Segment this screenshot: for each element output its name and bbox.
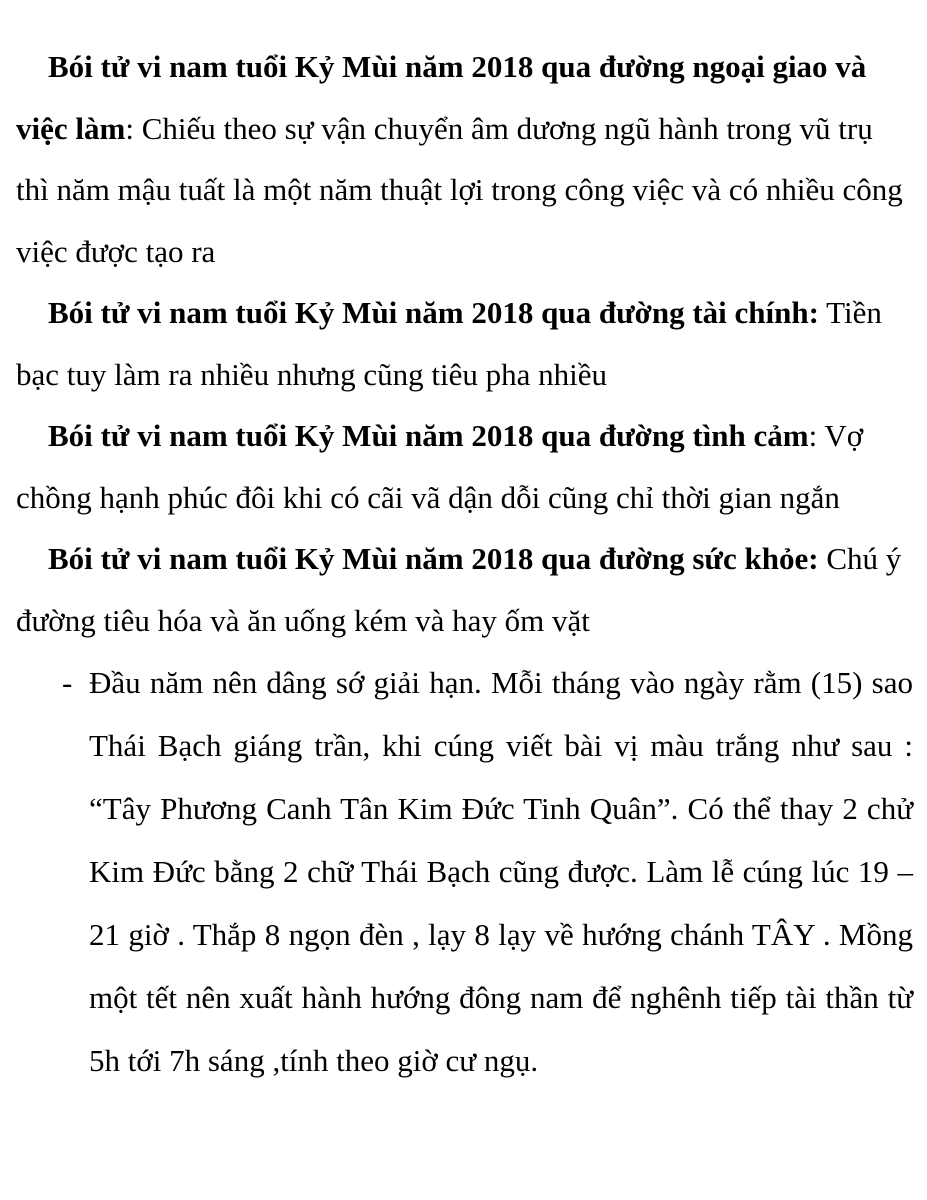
section-heading: Bói tử vi nam tuổi Kỷ Mùi năm 2018 qua đường tài chính:	[48, 295, 819, 330]
section-body: Chú ý đường tiêu hóa và ăn uống kém và hay ốm vặt	[16, 541, 902, 638]
section-separator: :	[125, 110, 134, 146]
section-finance	[16, 282, 913, 405]
section-body: Tiền bạc tuy làm ra nhiều nhưng cũng tiêu pha nhiều	[16, 295, 882, 392]
section-body: Chiếu theo sự vận chuyển âm dương ngũ hành trong vũ trụ thì năm mậu tuất là một năm thuật lợi trong công việc và có nhiều công việc được tạo ra	[16, 110, 903, 269]
section-work	[16, 36, 913, 282]
section-separator: :	[808, 418, 818, 453]
section-body: Vợ chồng hạnh phúc đôi khi có cãi vã dận dỗi cũng chỉ thời gian ngắn	[16, 418, 864, 515]
section-heading: Bói tử vi nam tuổi Kỷ Mùi năm 2018 qua đường ngoại giao và việc làm	[16, 49, 867, 146]
bullet-marker: -	[62, 665, 73, 700]
section-heading: Bói tử vi nam tuổi Kỷ Mùi năm 2018 qua đường tình cảm	[48, 418, 809, 453]
bullet-text: Đầu năm nên dâng sớ giải hạn. Mỗi tháng vào ngày rằm (15) sao Thái Bạch giáng trần, khi cúng viết bài vị màu trắng như sau : “Tây Phương Canh Tân Kim Đức Tinh Quân”. Có thể thay 2 chử Kim Đức bằng 2 chữ Thái Bạch cũng được. Làm lễ cúng lúc 19 – 21 giờ . Thắp 8 ngọn đèn , lạy 8 lạy về hướng chánh TÂY . Mồng một tết nên xuất hành hướng đông nam để nghênh tiếp tài thần từ 5h tới 7h sáng ,tính theo giờ cư ngụ.	[89, 665, 913, 1078]
advice-bullet	[16, 651, 913, 1092]
section-love	[16, 405, 913, 528]
section-heading: Bói tử vi nam tuổi Kỷ Mùi năm 2018 qua đường sức khỏe:	[48, 541, 819, 576]
section-health	[16, 528, 913, 651]
